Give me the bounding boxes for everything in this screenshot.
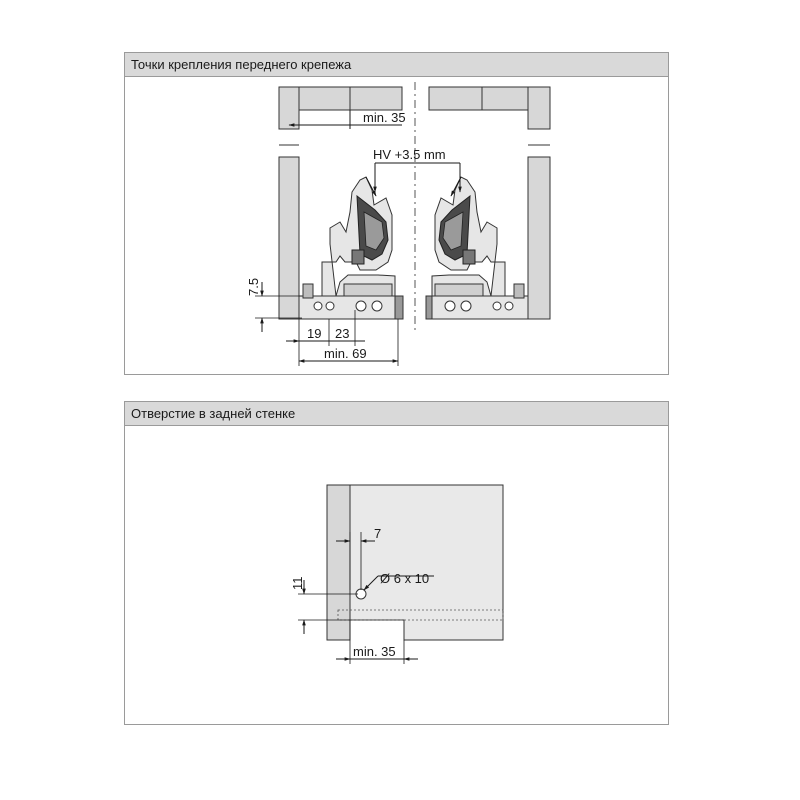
dim-23-label: 23: [335, 326, 350, 341]
dim-min35-top: [289, 110, 406, 129]
front-panel-top-right: [429, 87, 550, 129]
dim-19-label: 19: [307, 326, 322, 341]
front-fixing-title: Точки крепления переднего крепежа: [125, 53, 668, 77]
dim-hv: [373, 147, 460, 192]
back-wall-drawing: [290, 485, 503, 664]
dim-7-label: 7: [374, 526, 382, 541]
side-wall: [327, 485, 350, 640]
dim-min35-label: min. 35: [363, 110, 406, 125]
side-wall-right: [528, 157, 550, 319]
dim-hv-label: HV +3.5 mm: [373, 147, 446, 162]
back-wall: [350, 485, 503, 640]
back-wall-title: Отверстие в задней стенке: [125, 402, 668, 426]
side-wall-left: [279, 157, 299, 319]
front-fixing-drawing: [246, 82, 550, 366]
dim-min69-label: min. 69: [324, 346, 367, 361]
dim-11-label: 11: [290, 576, 305, 590]
front-fixing-left: [322, 177, 395, 296]
dim-min35-back-label: min. 35: [353, 644, 396, 659]
dim-hole-label: Ø 6 x 10: [380, 571, 430, 586]
front-fixing-right: [432, 177, 505, 296]
dim-7-5-label: 7.5: [246, 277, 261, 296]
